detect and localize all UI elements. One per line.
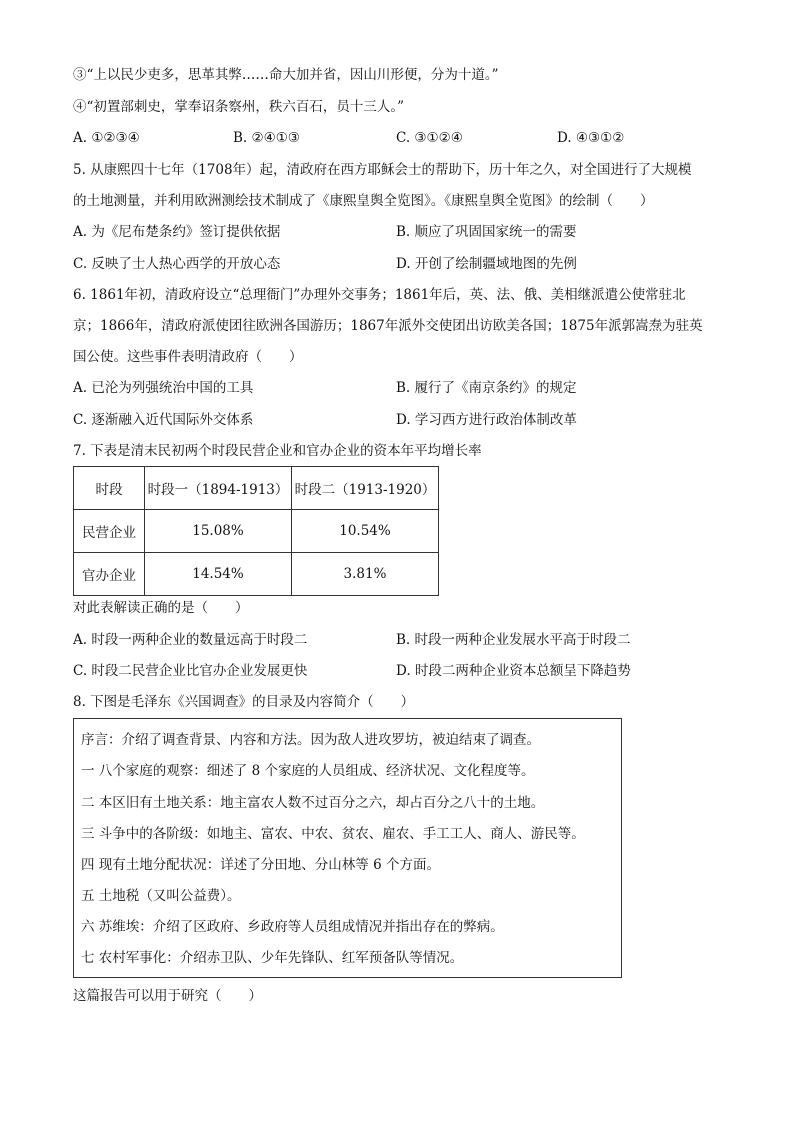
q5-option-a: A. 为《尼布楚条约》签订提供依据 [73,224,281,240]
table-cell: 民营企业 [74,510,145,553]
table-row [74,553,439,596]
q4-option-a: A. ①②③④ [73,130,140,146]
table-header-cell: 时段一（1894-1913） [145,467,292,510]
growth-rate-table [73,466,439,596]
q4-option-c: C. ③①②④ [396,130,463,146]
contents-line: 序言：介绍了调查背景、内容和方法。因为敌人进攻罗坊，被迫结束了调查。 [81,732,540,748]
table-cell: 3.81% [292,553,439,596]
q5-stem-line-1: 5. 从康熙四十七年（1708年）起，清政府在西方耶稣会士的帮助下，历十年之久，对全国进行了大规模 [73,162,692,178]
table-header-cell: 时段二（1913-1920） [292,467,439,510]
q6-option-d: D. 学习西方进行政治体制改革 [396,412,577,428]
q7-option-c: C. 时段二民营企业比官办企业发展更快 [73,663,308,679]
q7-question: 对此表解读正确的是（ ） [73,600,249,616]
q8-stem: 8. 下图是毛泽东《兴国调查》的目录及内容简介（ ） [73,694,415,710]
q6-stem-line-3: 国公使。这些事件表明清政府（ ） [73,349,303,365]
contents-line: 四 现有土地分配状况：详述了分田地、分山林等 6 个方面。 [81,857,440,873]
table-row [74,510,439,553]
table-cell: 15.08% [145,510,292,553]
q5-option-b: B. 顺应了巩固国家统一的需要 [396,224,577,240]
q5-stem-line-2: 的土地测量，并利用欧洲测绘技术制成了《康熙皇舆全览图》。《康熙皇舆全览图》的绘制（ ） [73,193,654,209]
q8-question: 这篇报告可以用于研究（ ） [73,988,262,1004]
contents-line: 一 八个家庭的观察：细述了 8 个家庭的人员组成、经济状况、文化程度等。 [81,763,535,779]
contents-line: 五 土地税（又叫公益费）。 [81,888,241,904]
q4-option-b: B. ②④①③ [233,130,300,146]
table-cell: 14.54% [145,553,292,596]
table-header-cell: 时段 [74,467,145,510]
q7-option-b: B. 时段一两种企业发展水平高于时段二 [396,632,631,648]
survey-contents-box [73,718,622,978]
contents-line: 七 农村军事化：介绍赤卫队、少年先锋队、红军预备队等情况。 [81,950,464,966]
q6-option-b: B. 履行了《南京条约》的规定 [396,380,577,396]
q4-item-4: ④“初置部刺史，掌奉诏条察州，秩六百石，员十三人。” [73,99,405,115]
q7-option-a: A. 时段一两种企业的数量远高于时段二 [73,632,308,648]
q6-stem-line-2: 京；1866年，清政府派使团往欧洲各国游历；1867年派外交使团出访欧美各国；1875年派郭嵩焘为驻英 [73,318,703,334]
q7-option-d: D. 时段二两种企业资本总额呈下降趋势 [396,663,631,679]
contents-line: 二 本区旧有土地关系：地主富农人数不过百分之六，却占百分之八十的土地。 [81,795,545,811]
q4-item-3: ③“上以民少吏多，思革其弊……命大加并省，因山川形便，分为十道。” [73,67,499,83]
q5-option-d: D. 开创了绘制疆域地图的先例 [396,256,577,272]
q6-option-a: A. 已沦为列强统治中国的工具 [73,380,254,396]
contents-line: 六 苏维埃：介绍了区政府、乡政府等人员组成情况并指出存在的弊病。 [81,919,504,935]
q6-stem-line-1: 6. 1861年初，清政府设立“总理衙门”办理外交事务；1861年后，英、法、俄、美相继派遣公使常驻北 [73,287,686,303]
table-cell: 官办企业 [74,553,145,596]
table-cell: 10.54% [292,510,439,553]
q5-option-c: C. 反映了士人热心西学的开放心态 [73,256,281,272]
table-header-row [74,467,439,510]
q4-option-d: D. ④③①② [557,130,625,146]
q7-stem: 7. 下表是清末民初两个时段民营企业和官办企业的资本年平均增长率 [73,443,482,459]
q6-option-c: C. 逐渐融入近代国际外交体系 [73,412,254,428]
contents-line: 三 斗争中的各阶级：如地主、富农、中农、贫农、雇农、手工工人、商人、游民等。 [81,826,585,842]
